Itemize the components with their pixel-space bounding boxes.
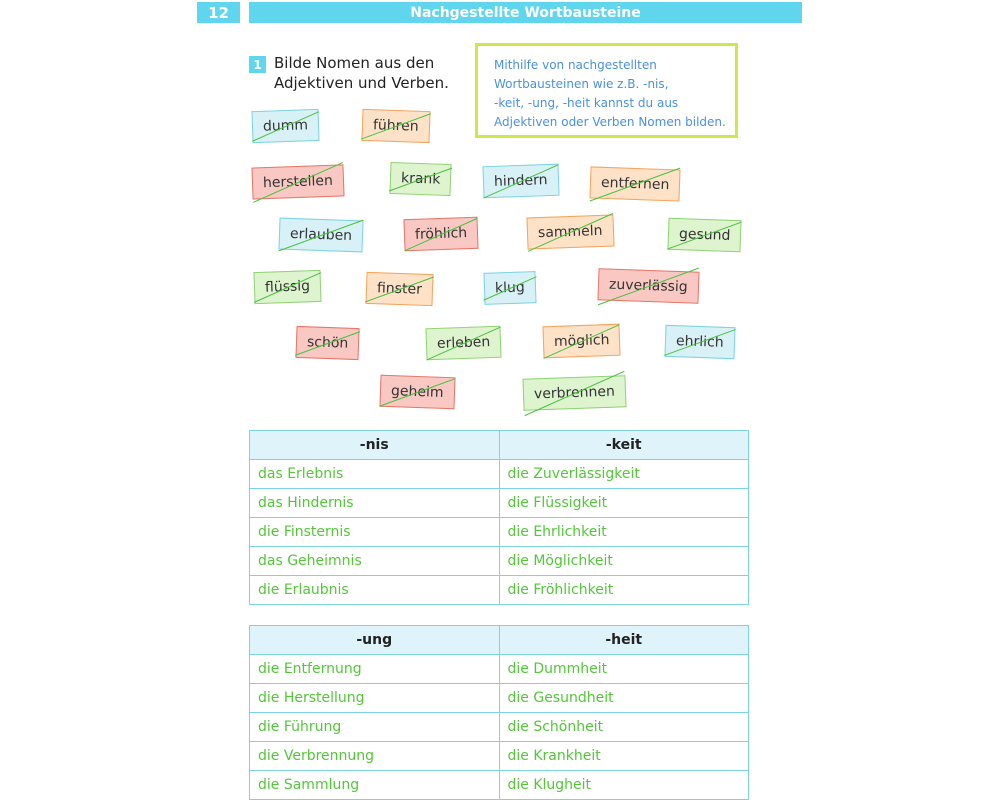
task-number: 1 xyxy=(249,56,266,73)
table-cell: die Klugheit xyxy=(499,771,749,800)
word-card-froehlich xyxy=(403,217,478,252)
table-cell: die Flüssigkeit xyxy=(499,489,749,518)
word-label: entfernen xyxy=(600,174,670,194)
table-cell: die Herstellung xyxy=(250,684,500,713)
column-header-ung: -ung xyxy=(250,626,500,655)
table-row xyxy=(250,460,749,489)
table-row xyxy=(250,771,749,800)
table-cell: das Erlebnis xyxy=(250,460,500,489)
word-label: zuverlässig xyxy=(608,276,688,296)
word-label: finster xyxy=(376,280,423,298)
table-cell: die Fröhlichkeit xyxy=(499,576,749,605)
table-cell: die Schönheit xyxy=(499,713,749,742)
word-label: herstellen xyxy=(262,172,334,192)
column-header-nis: -nis xyxy=(250,431,500,460)
table-cell: die Entfernung xyxy=(250,655,500,684)
table-row xyxy=(250,489,749,518)
word-card-gesund xyxy=(667,218,742,253)
word-card-hindern xyxy=(482,164,559,199)
word-label: krank xyxy=(400,170,441,188)
word-label: flüssig xyxy=(264,278,311,296)
word-label: hindern xyxy=(493,172,548,190)
table-row xyxy=(250,518,749,547)
table-cell: die Verbrennung xyxy=(250,742,500,771)
word-label: schön xyxy=(306,334,349,352)
word-label: dumm xyxy=(262,117,309,135)
info-line-4: Adjektiven oder Verben Nomen bilden. xyxy=(494,115,726,129)
task-line-1: Bilde Nomen aus den xyxy=(274,54,435,72)
word-label: ehrlich xyxy=(675,333,724,351)
table-cell: die Ehrlichkeit xyxy=(499,518,749,547)
table-cell: die Gesundheit xyxy=(499,684,749,713)
table-cell: das Hindernis xyxy=(250,489,500,518)
task-instruction xyxy=(274,53,464,93)
info-line-1: Mithilfe von nachgestellten xyxy=(494,58,657,72)
info-box xyxy=(475,43,738,138)
table-cell: die Erlaubnis xyxy=(250,576,500,605)
table-cell: die Führung xyxy=(250,713,500,742)
table-row xyxy=(250,576,749,605)
word-card-finster xyxy=(365,272,433,306)
page-number: 12 xyxy=(197,2,240,23)
word-label: geheim xyxy=(390,383,444,401)
word-card-ehrlich xyxy=(664,325,735,359)
word-card-klug xyxy=(483,271,536,305)
word-label: erlauben xyxy=(289,225,353,245)
table-header-row xyxy=(250,431,749,460)
word-card-fuehren xyxy=(361,109,430,143)
table-cell: die Möglichkeit xyxy=(499,547,749,576)
word-label: fröhlich xyxy=(414,225,468,243)
suffix-table-nis-keit xyxy=(249,430,749,605)
word-label: erleben xyxy=(436,334,491,352)
word-card-erleben xyxy=(425,326,501,361)
column-header-keit: -keit xyxy=(499,431,749,460)
table-cell: die Dummheit xyxy=(499,655,749,684)
table-cell: die Finsternis xyxy=(250,518,500,547)
table-cell: die Sammlung xyxy=(250,771,500,800)
page-title: Nachgestellte Wortbausteine xyxy=(249,2,802,23)
word-card-schoen xyxy=(295,326,359,360)
word-label: klug xyxy=(494,279,526,297)
word-card-verbrennen xyxy=(522,375,626,411)
table-header-row xyxy=(250,626,749,655)
info-line-3: -keit, -ung, -heit kannst du aus xyxy=(494,96,679,110)
word-card-zuverlaessig xyxy=(597,268,699,303)
table-cell: die Krankheit xyxy=(499,742,749,771)
word-label: möglich xyxy=(553,332,610,350)
table-row xyxy=(250,684,749,713)
word-card-fluessig xyxy=(253,270,321,304)
table-row xyxy=(250,655,749,684)
task-line-2: Adjektiven und Verben. xyxy=(274,74,449,92)
word-card-sammeln xyxy=(526,214,614,249)
word-card-moeglich xyxy=(542,324,621,359)
word-card-dumm xyxy=(251,109,319,143)
word-card-geheim xyxy=(379,375,455,410)
word-label: verbrennen xyxy=(533,383,616,403)
table-cell: die Zuverlässigkeit xyxy=(499,460,749,489)
column-header-heit: -heit xyxy=(499,626,749,655)
word-label: gesund xyxy=(678,226,731,244)
word-card-erlauben xyxy=(278,218,363,253)
info-line-2: Wortbausteinen wie z.B. -nis, xyxy=(494,77,669,91)
word-label: führen xyxy=(372,117,419,135)
suffix-table-ung-heit xyxy=(249,625,749,800)
table-cell: das Geheimnis xyxy=(250,547,500,576)
table-row xyxy=(250,713,749,742)
table-row xyxy=(250,742,749,771)
word-card-krank xyxy=(389,162,452,196)
word-card-entfernen xyxy=(589,166,680,201)
word-card-herstellen xyxy=(251,164,344,199)
word-label: sammeln xyxy=(537,222,603,242)
table-row xyxy=(250,547,749,576)
